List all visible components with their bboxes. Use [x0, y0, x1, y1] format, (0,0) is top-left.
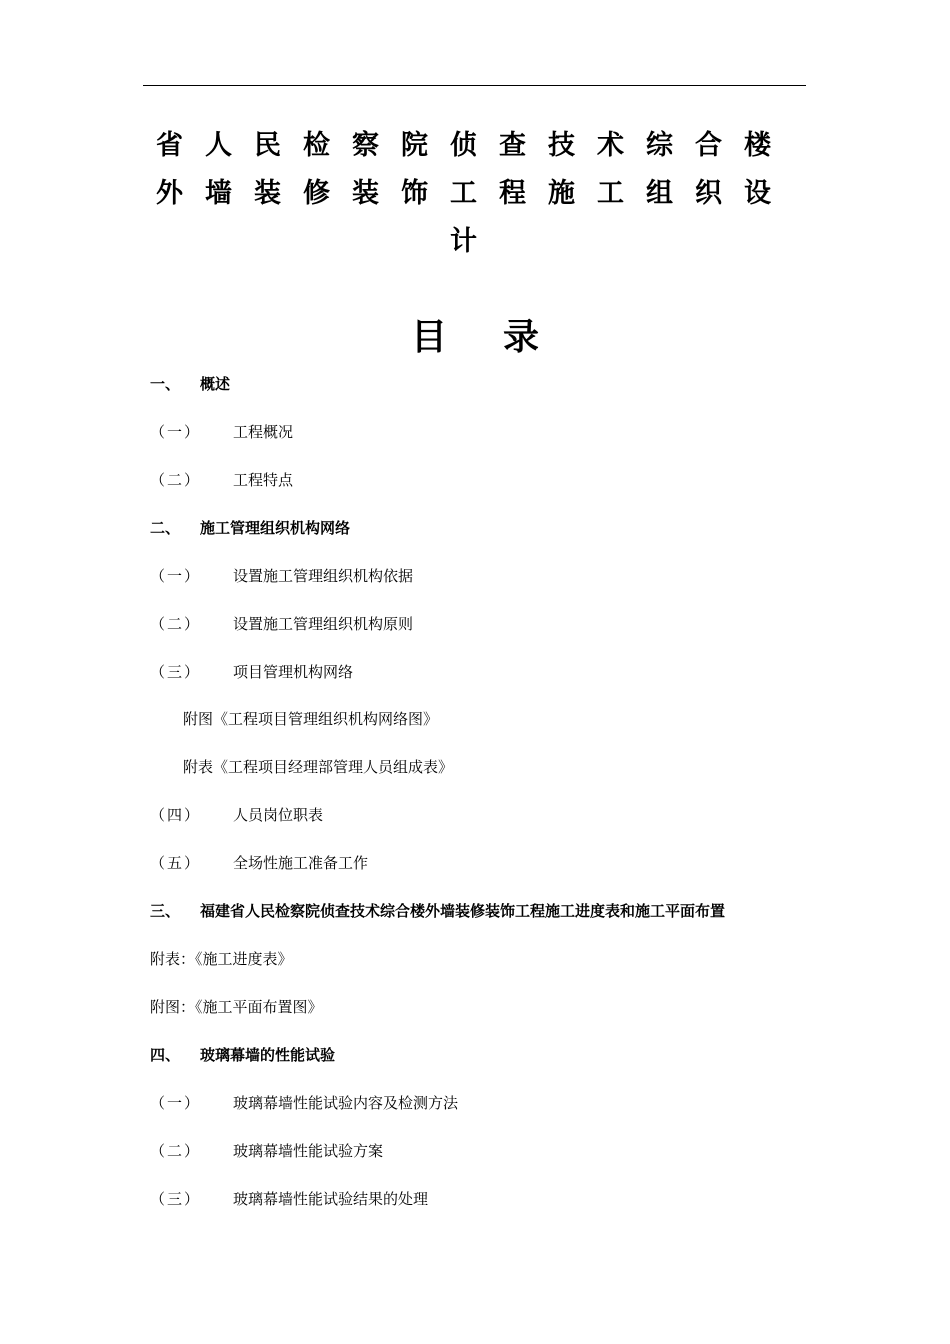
- toc-entry-label: 附表《工程项目经理部管理人员组成表》: [183, 758, 454, 776]
- toc-entry-attached-chart[interactable]: [0, 708, 950, 730]
- toc-entry-label: 人员岗位职表: [233, 806, 324, 824]
- toc-entry-number: 一、: [150, 375, 181, 393]
- toc-entry-label: 玻璃幕墙性能试验方案: [233, 1142, 384, 1160]
- toc-entry-number: 三、: [150, 902, 181, 920]
- toc-entry-2-3[interactable]: [0, 661, 950, 683]
- toc-entry-attached-table[interactable]: [0, 756, 950, 778]
- toc-entry-label: 全场性施工准备工作: [233, 854, 369, 872]
- toc-entry-4-2[interactable]: [0, 1140, 950, 1162]
- toc-entry-1[interactable]: [0, 373, 950, 395]
- toc-entry-4-1[interactable]: [0, 1092, 950, 1114]
- toc-entry-2[interactable]: [0, 517, 950, 539]
- toc-entry-number: （三）: [150, 663, 202, 681]
- toc-entry-number: （一）: [150, 1094, 202, 1112]
- toc-entry-schedule-table[interactable]: [0, 948, 950, 970]
- toc-entry-layout-plan[interactable]: [0, 996, 950, 1018]
- toc-entry-label: 附图：《施工平面布置图》: [150, 998, 323, 1016]
- toc-entry-label: 附图《工程项目管理组织机构网络图》: [183, 710, 439, 728]
- toc-entry-number: （二）: [150, 615, 202, 633]
- toc-entry-number: （二）: [150, 471, 202, 489]
- toc-entry-1-2[interactable]: [0, 469, 950, 491]
- toc-entry-label: 设置施工管理组织机构原则: [233, 615, 414, 633]
- toc-heading: 目录: [410, 316, 595, 358]
- toc-entry-number: （三）: [150, 1190, 202, 1208]
- toc-entry-2-5[interactable]: [0, 852, 950, 874]
- toc-entry-label: 玻璃幕墙的性能试验: [200, 1046, 336, 1064]
- toc-entry-2-1[interactable]: [0, 565, 950, 587]
- toc-entry-label: 玻璃幕墙性能试验结果的处理: [233, 1190, 429, 1208]
- toc-entry-2-4[interactable]: [0, 804, 950, 826]
- toc-entry-3[interactable]: [0, 900, 950, 922]
- toc-entry-1-1[interactable]: [0, 421, 950, 443]
- toc-entry-number: （一）: [150, 423, 202, 441]
- toc-entry-2-2[interactable]: [0, 613, 950, 635]
- toc-entry-number: （一）: [150, 567, 202, 585]
- toc-entry-4-3[interactable]: [0, 1188, 950, 1210]
- document-title: 省人民检察院侦查技术综合楼外墙装修装饰工程施工组织设计: [156, 130, 793, 257]
- header-rule: [143, 85, 806, 86]
- toc-entry-label: 工程特点: [233, 471, 294, 489]
- toc-entry-label: 设置施工管理组织机构依据: [233, 567, 414, 585]
- toc-entry-number: （二）: [150, 1142, 202, 1160]
- toc-entry-label: 施工管理组织机构网络: [200, 519, 351, 537]
- toc-entry-number: 二、: [150, 519, 181, 537]
- toc-entry-label: 项目管理机构网络: [233, 663, 354, 681]
- toc-entry-label: 玻璃幕墙性能试验内容及检测方法: [233, 1094, 459, 1112]
- toc-entry-number: （四）: [150, 806, 202, 824]
- toc-entry-label: 福建省人民检察院侦查技术综合楼外墙装修装饰工程施工进度表和施工平面布置: [200, 902, 726, 920]
- toc-entry-number: 四、: [150, 1046, 181, 1064]
- toc-entry-4[interactable]: [0, 1044, 950, 1066]
- toc-entry-label: 附表：《施工进度表》: [150, 950, 293, 968]
- toc-entry-label: 工程概况: [233, 423, 294, 441]
- toc-entry-number: （五）: [150, 854, 202, 872]
- toc-entry-label: 概述: [200, 375, 231, 393]
